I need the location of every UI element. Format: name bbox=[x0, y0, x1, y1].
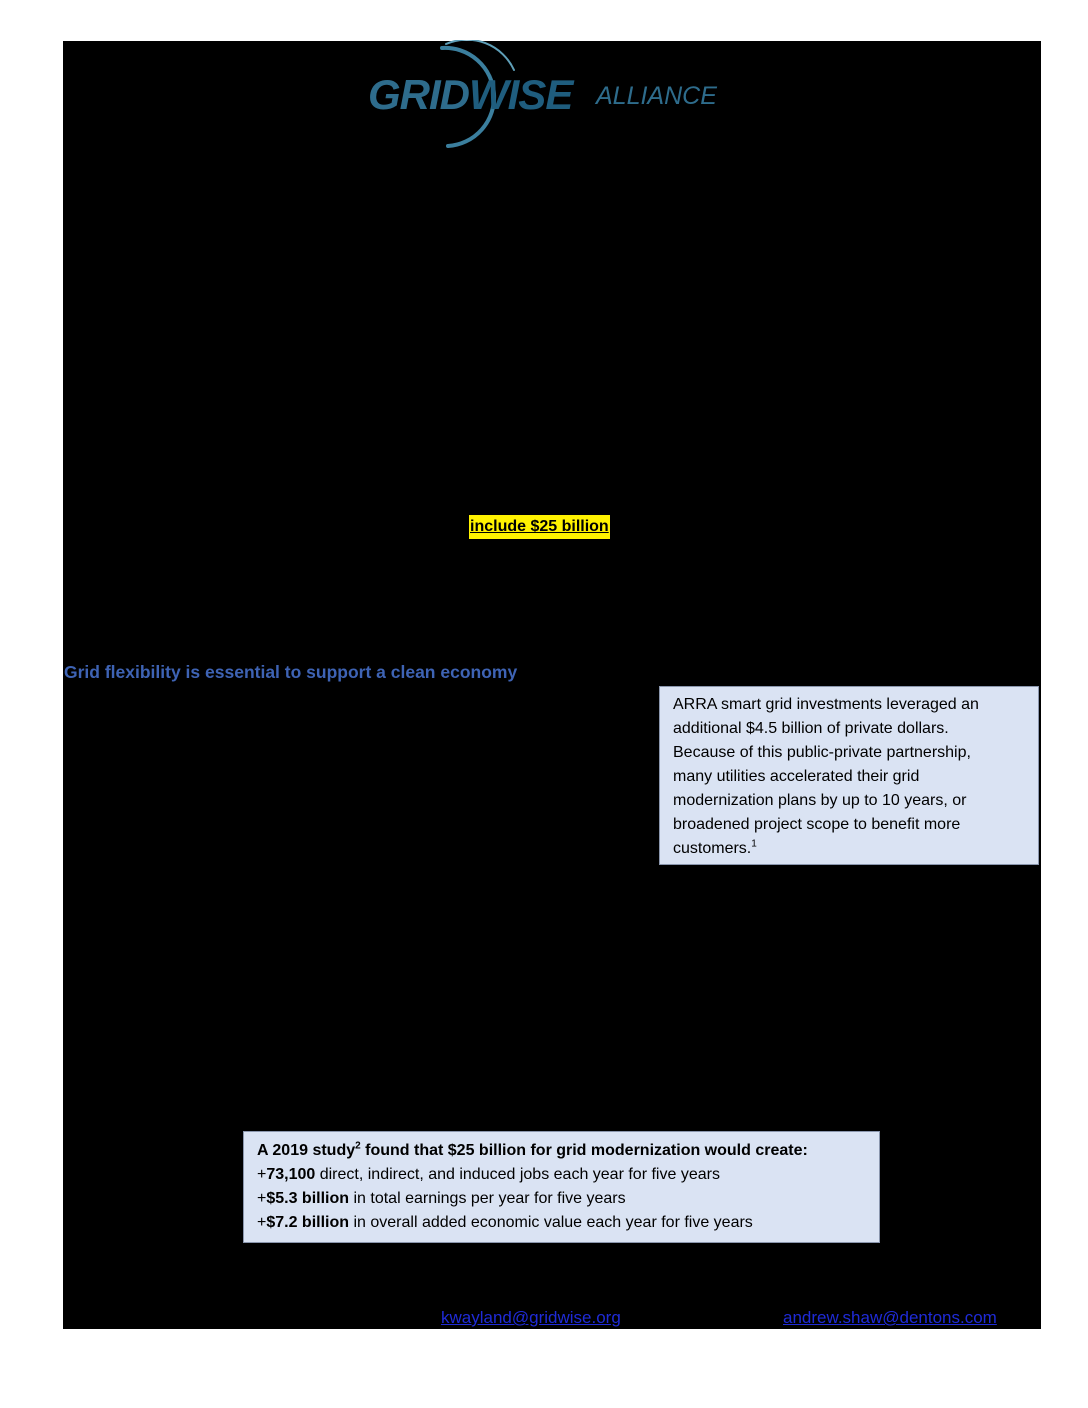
study-callout-box bbox=[243, 1131, 880, 1243]
arra-line: Because of this public-private partnership, bbox=[673, 744, 971, 761]
study-intro-text: A 2019 study bbox=[257, 1142, 356, 1159]
highlighted-amount: include $25 billion bbox=[469, 515, 610, 539]
footnote-2: 2 bbox=[355, 1140, 361, 1152]
arra-callout-box bbox=[659, 686, 1039, 865]
arra-line-text: customers. bbox=[673, 840, 752, 857]
contact-email-dentons[interactable]: andrew.shaw@dentons.com bbox=[783, 1308, 997, 1327]
arra-line: ARRA smart grid investments leveraged an bbox=[673, 696, 979, 713]
study-item-figure: $7.2 billion bbox=[266, 1214, 350, 1231]
footnote-1: 1 bbox=[751, 838, 757, 850]
study-item-figure: 73,100 bbox=[266, 1166, 316, 1183]
study-item-text: in total earnings per year for five years bbox=[349, 1190, 626, 1207]
logo-grid: GRID bbox=[368, 71, 469, 118]
arra-line: many utilities accelerated their grid bbox=[673, 768, 920, 785]
logo-alliance: ALLIANCE bbox=[596, 82, 717, 110]
study-item-text: direct, indirect, and induced jobs each year for five years bbox=[315, 1166, 720, 1183]
study-intro-rest: found that $25 billion for grid modernization would create: bbox=[360, 1142, 808, 1159]
arra-line-last bbox=[673, 837, 1026, 861]
logo-wise: WISE bbox=[469, 71, 573, 118]
study-item-earnings bbox=[257, 1187, 867, 1211]
study-intro bbox=[257, 1139, 867, 1163]
study-item-jobs bbox=[257, 1163, 867, 1187]
arra-line: additional $4.5 billion of private dollars. bbox=[673, 720, 949, 737]
gridwise-alliance-logo bbox=[364, 40, 724, 150]
section-heading: Grid flexibility is essential to support a clean economy bbox=[64, 662, 518, 682]
study-item-value bbox=[257, 1211, 867, 1235]
study-item-figure: $5.3 billion bbox=[266, 1190, 350, 1207]
study-item-prefix: + bbox=[257, 1190, 267, 1207]
contact-email-gridwise[interactable]: kwayland@gridwise.org bbox=[441, 1308, 621, 1327]
study-item-prefix: + bbox=[257, 1214, 267, 1231]
logo-wordmark bbox=[368, 71, 573, 118]
study-item-prefix: + bbox=[257, 1166, 267, 1183]
study-item-text: in overall added economic value each year for five years bbox=[349, 1214, 753, 1231]
arra-line: broadened project scope to benefit more bbox=[673, 816, 961, 833]
arra-line: modernization plans by up to 10 years, or bbox=[673, 792, 967, 809]
